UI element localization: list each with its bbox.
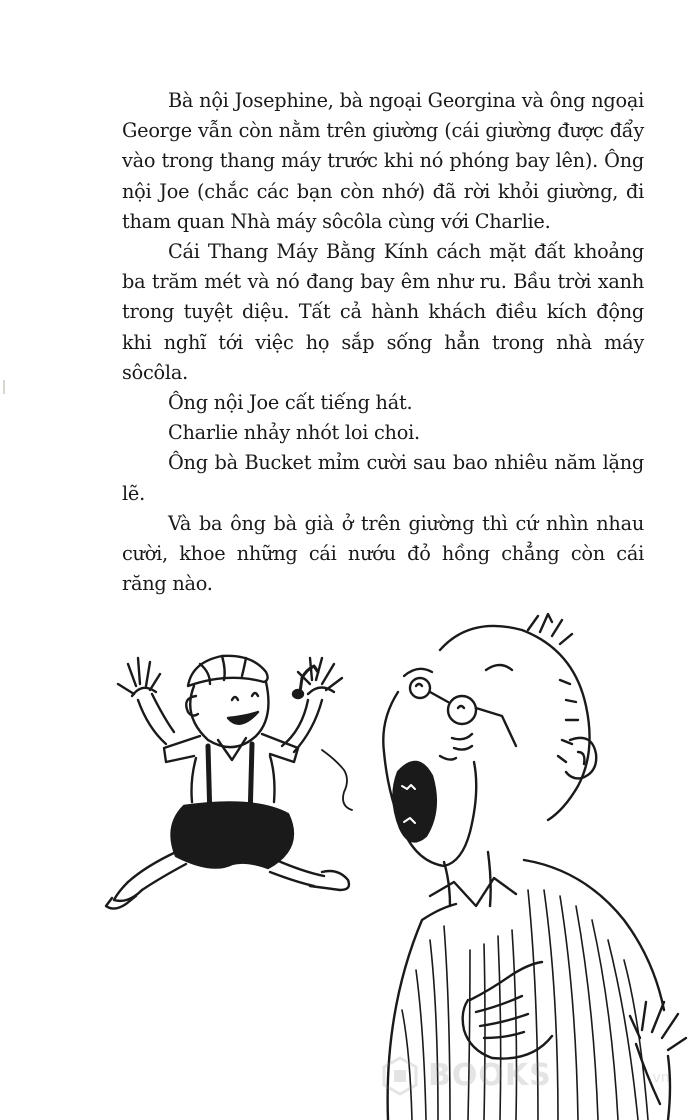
paragraph: Bà nội Josephine, bà ngoại Georgina và ông ngoại George vẫn còn nằm trên giường (cái giường được đẩy vào trong thang máy trước khi nó phóng bay lên). Ông nội Joe (chắc các bạn còn nhớ) đã rời khỏi giường, đi tham quan Nhà máy sôcôla cùng với Charlie. xyxy=(122,89,644,233)
page-edge-mark xyxy=(3,380,5,394)
watermark xyxy=(380,1052,690,1106)
paragraph: Cái Thang Máy Bằng Kính cách mặt đất khoảng ba trăm mét và nó đang bay êm như ru. Bầu trời xanh trong tuyệt diệu. Tất cả hành khách điều kích động khi nghĩ tới việc họ sắp sống hẳn trong nhà máy sôcôla. xyxy=(122,240,644,384)
illustration xyxy=(0,560,700,1120)
watermark-domain: .vn xyxy=(648,1070,670,1086)
book-logo-icon xyxy=(380,1056,420,1096)
watermark-brand: BOOKS xyxy=(428,1058,552,1093)
paragraph: Ông bà Bucket mỉm cười sau bao nhiêu năm lặng lẽ. xyxy=(122,451,644,505)
grandpa-joe-figure xyxy=(383,614,686,1120)
paragraph: Và ba ông bà già ở trên giường thì cứ nhìn nhau cười, khoe những cái nướu đỏ hồng chẳng còn cái răng nào. xyxy=(122,511,644,596)
charlie-figure xyxy=(106,656,352,909)
paragraph: Charlie nhảy nhót loi choi. xyxy=(168,421,420,445)
story-text xyxy=(122,86,644,599)
paragraph: Ông nội Joe cất tiếng hát. xyxy=(168,391,413,415)
